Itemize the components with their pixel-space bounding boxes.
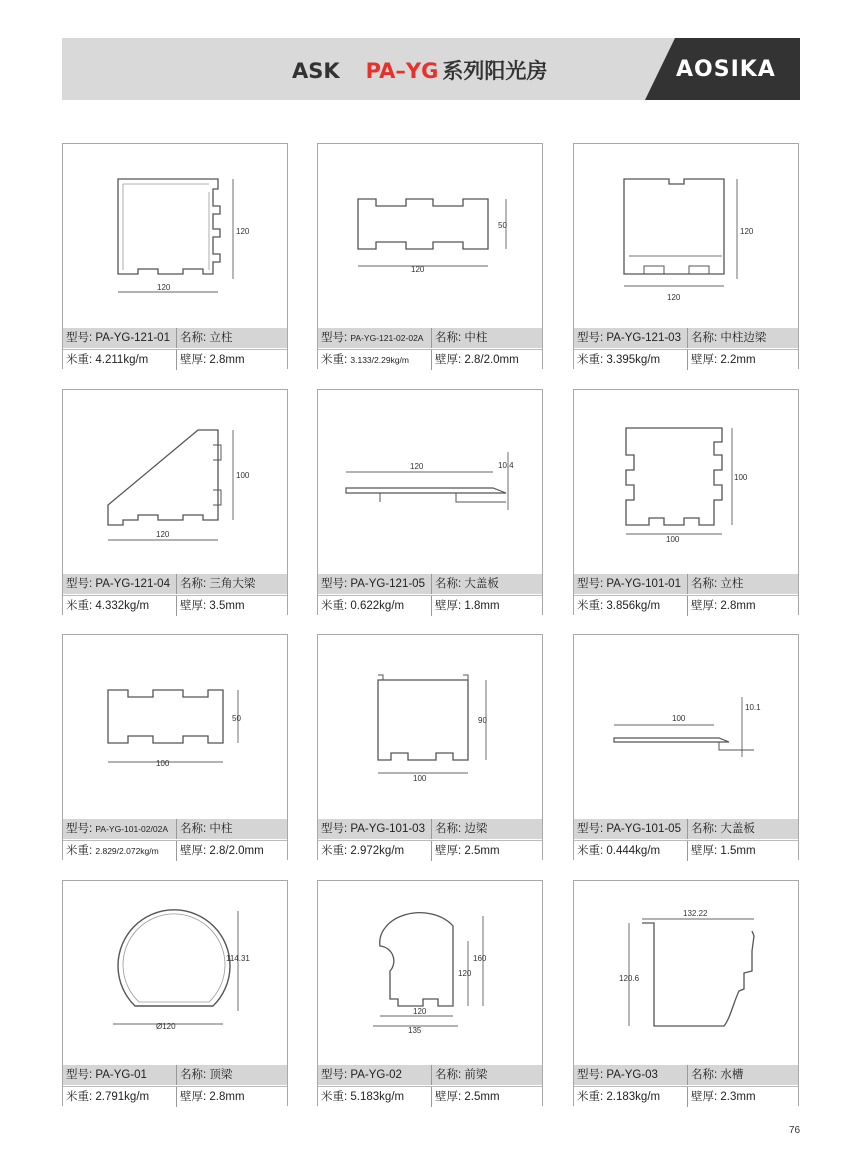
dimension-label: 120 (156, 530, 170, 539)
profile-name: 三角大梁 (209, 578, 256, 590)
weight-value: 4.332kg/m (95, 600, 150, 612)
model-label: 型号: (321, 578, 351, 590)
profile-diagram (574, 144, 798, 328)
model-number: PA-YG-121-03 (606, 332, 681, 344)
profile-name: 大盖板 (464, 578, 499, 590)
model-number: PA-YG-121-04 (95, 578, 170, 590)
wall-value: 2.5mm (464, 1091, 500, 1103)
model-label: 型号: (66, 578, 96, 590)
dimension-label: 120 (740, 227, 754, 236)
profile-card (317, 143, 543, 369)
model-row (318, 574, 542, 594)
profile-name: 水槽 (720, 1069, 744, 1081)
profile-card (62, 634, 288, 860)
name-label: 名称: (180, 332, 210, 344)
title-suffix: 系列阳光房 (442, 59, 548, 83)
model-row (574, 328, 798, 348)
wall-label: 壁厚: (691, 1091, 721, 1103)
dimension-label: 135 (408, 1026, 422, 1035)
wall-label: 壁厚: (691, 600, 721, 612)
weight-label: 米重: (577, 845, 607, 857)
company-logo: AOSIKA (676, 57, 776, 82)
wall-value: 2.8mm (720, 600, 756, 612)
brand-name: ASK (292, 59, 340, 83)
dimension-label: 100 (666, 535, 680, 544)
wall-label: 壁厚: (691, 845, 721, 857)
wall-label: 壁厚: (435, 1091, 465, 1103)
dimension-label: 120 (458, 969, 472, 978)
model-row (318, 819, 542, 839)
weight-label: 米重: (66, 1091, 96, 1103)
wall-label: 壁厚: (180, 600, 210, 612)
profile-diagram (63, 144, 287, 328)
weight-label: 米重: (66, 600, 96, 612)
wall-label: 壁厚: (435, 354, 465, 366)
weight-label: 米重: (66, 845, 96, 857)
profile-name: 大盖板 (720, 823, 755, 835)
spec-row (574, 349, 798, 369)
profile-diagram (318, 881, 542, 1065)
profile-diagram (574, 881, 798, 1065)
wall-value: 1.5mm (720, 845, 756, 857)
name-label: 名称: (435, 1069, 465, 1081)
weight-value: 2.972kg/m (350, 845, 405, 857)
model-label: 型号: (321, 1069, 351, 1081)
name-label: 名称: (435, 578, 465, 590)
name-label: 名称: (691, 332, 721, 344)
profile-card (317, 634, 543, 860)
profile-name: 中柱边梁 (720, 332, 767, 344)
weight-value: 4.211kg/m (95, 354, 149, 366)
weight-label: 米重: (577, 600, 607, 612)
weight-value: 2.183kg/m (606, 1091, 661, 1103)
model-label: 型号: (577, 1069, 607, 1081)
wall-value: 2.8mm (209, 354, 245, 366)
dimension-label: 160 (473, 954, 487, 963)
weight-label: 米重: (321, 1091, 351, 1103)
dimension-label: 120 (157, 283, 171, 292)
model-number: PA-YG-121-01 (95, 332, 170, 344)
profile-card (573, 880, 799, 1106)
dimension-label: 120.6 (619, 974, 640, 983)
dimension-label: 50 (498, 221, 507, 230)
model-label: 型号: (66, 823, 96, 835)
profile-diagram (318, 635, 542, 819)
model-label: 型号: (66, 332, 96, 344)
page-title (292, 55, 547, 85)
weight-label: 米重: (577, 354, 607, 366)
weight-value: 3.133/2.29kg/m (350, 355, 409, 365)
dimension-label: 100 (413, 774, 427, 783)
wall-value: 3.5mm (209, 600, 245, 612)
profile-card (62, 880, 288, 1106)
name-label: 名称: (180, 823, 210, 835)
spec-row (63, 1086, 287, 1106)
model-row (574, 819, 798, 839)
wall-label: 壁厚: (691, 354, 721, 366)
dimension-label: 120 (236, 227, 250, 236)
profile-diagram (574, 390, 798, 574)
wall-value: 2.5mm (464, 845, 500, 857)
profile-card (573, 143, 799, 369)
spec-row (574, 840, 798, 860)
wall-label: 壁厚: (435, 845, 465, 857)
spec-row (574, 595, 798, 615)
series-code: PA–YG (365, 59, 439, 83)
model-row (63, 574, 287, 594)
dimension-label: 120 (411, 265, 425, 274)
weight-label: 米重: (321, 354, 351, 366)
model-row (63, 328, 287, 348)
profile-name: 立柱 (209, 332, 233, 344)
model-row (574, 574, 798, 594)
name-label: 名称: (691, 1069, 721, 1081)
profile-diagram (318, 390, 542, 574)
spec-row (63, 840, 287, 860)
profile-name: 边梁 (464, 823, 488, 835)
dimension-label: 100 (672, 714, 686, 723)
name-label: 名称: (691, 823, 721, 835)
profile-name: 中柱 (209, 823, 233, 835)
weight-value: 2.829/2.072kg/m (95, 846, 159, 856)
profile-card (573, 389, 799, 615)
model-number: PA-YG-02 (350, 1069, 402, 1081)
dimension-label: 120 (413, 1007, 427, 1016)
spec-row (318, 595, 542, 615)
model-row (318, 1065, 542, 1085)
name-label: 名称: (180, 1069, 210, 1081)
dimension-label: 100 (734, 473, 748, 482)
profile-card (62, 143, 288, 369)
profile-card (573, 634, 799, 860)
model-number: PA-YG-101-02/02A (95, 824, 168, 834)
model-number: PA-YG-121-02-02A (350, 333, 424, 343)
wall-label: 壁厚: (435, 600, 465, 612)
name-label: 名称: (435, 332, 465, 344)
name-label: 名称: (691, 578, 721, 590)
weight-label: 米重: (321, 845, 351, 857)
weight-label: 米重: (321, 600, 351, 612)
profile-card (62, 389, 288, 615)
wall-value: 2.8/2.0mm (209, 845, 264, 857)
model-label: 型号: (66, 1069, 96, 1081)
spec-row (63, 595, 287, 615)
profile-diagram (63, 390, 287, 574)
profile-name: 中柱 (464, 332, 488, 344)
dimension-label: 10.1 (745, 703, 761, 712)
spec-row (63, 349, 287, 369)
weight-value: 3.856kg/m (606, 600, 661, 612)
page-number: 76 (789, 1125, 801, 1136)
model-number: PA-YG-101-05 (606, 823, 681, 835)
profile-diagram (574, 635, 798, 819)
model-label: 型号: (577, 823, 607, 835)
profile-diagram (63, 635, 287, 819)
model-row (63, 1065, 287, 1085)
model-row (574, 1065, 798, 1085)
model-number: PA-YG-03 (606, 1069, 658, 1081)
wall-label: 壁厚: (180, 354, 210, 366)
model-row (63, 819, 287, 839)
weight-value: 2.791kg/m (95, 1091, 150, 1103)
weight-value: 3.395kg/m (606, 354, 661, 366)
model-number: PA-YG-101-03 (350, 823, 425, 835)
model-row (318, 328, 542, 348)
wall-value: 2.8mm (209, 1091, 245, 1103)
spec-row (318, 840, 542, 860)
dimension-label: Ø120 (156, 1022, 176, 1031)
wall-value: 2.3mm (720, 1091, 756, 1103)
wall-label: 壁厚: (180, 845, 210, 857)
spec-row (318, 1086, 542, 1106)
weight-value: 5.183kg/m (350, 1091, 405, 1103)
model-label: 型号: (321, 823, 351, 835)
name-label: 名称: (435, 823, 465, 835)
weight-label: 米重: (66, 354, 96, 366)
weight-value: 0.622kg/m (350, 600, 405, 612)
weight-label: 米重: (577, 1091, 607, 1103)
spec-row (318, 349, 542, 369)
model-number: PA-YG-121-05 (350, 578, 425, 590)
wall-value: 1.8mm (464, 600, 500, 612)
model-number: PA-YG-01 (95, 1069, 147, 1081)
profile-name: 顶梁 (209, 1069, 233, 1081)
dimension-label: 120 (667, 293, 681, 302)
model-label: 型号: (577, 578, 607, 590)
weight-value: 0.444kg/m (606, 845, 661, 857)
wall-value: 2.8/2.0mm (464, 354, 519, 366)
dimension-label: 90 (478, 716, 487, 725)
dimension-label: 10.4 (498, 461, 514, 470)
name-label: 名称: (180, 578, 210, 590)
wall-label: 壁厚: (180, 1091, 210, 1103)
dimension-label: 132.22 (683, 909, 708, 918)
dimension-label: 100 (236, 471, 250, 480)
model-label: 型号: (321, 332, 351, 344)
profile-name: 前梁 (464, 1069, 488, 1081)
profile-diagram (318, 144, 542, 328)
profile-name: 立柱 (720, 578, 744, 590)
profile-card (317, 880, 543, 1106)
model-label: 型号: (577, 332, 607, 344)
dimension-label: 100 (156, 759, 170, 768)
wall-value: 2.2mm (720, 354, 756, 366)
spec-row (574, 1086, 798, 1106)
dimension-label: 114.31 (226, 954, 250, 963)
profile-diagram (63, 881, 287, 1065)
dimension-label: 50 (232, 714, 241, 723)
model-number: PA-YG-101-01 (606, 578, 681, 590)
dimension-label: 120 (410, 462, 424, 471)
profile-card (317, 389, 543, 615)
